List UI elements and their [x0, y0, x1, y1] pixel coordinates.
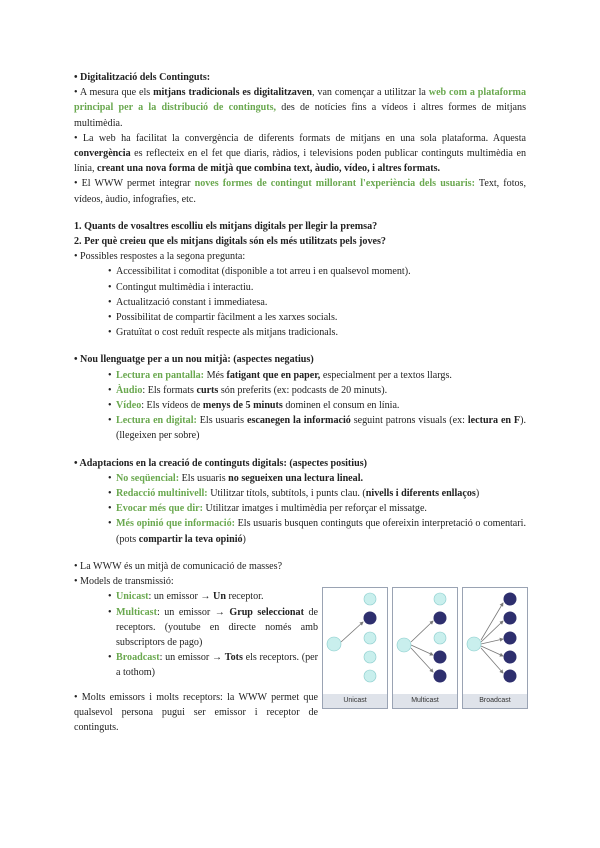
list-item: • Possibilitat de compartir fàcilment a les xarxes socials. [108, 312, 338, 324]
paragraph-www-integrar: • El WWW permet integrar noves formes de contingut millorant l'experiència dels usuaris: Text, fotos, vídeos, àudio, infografies, etc. [74, 178, 527, 205]
paragraph-molts-emissors: • Molts emissors i molts receptors: la WWW permet que qualsevol persona pugui ser emissor i receptor de continguts. [74, 691, 318, 733]
broadcast-caption: Broadcast [463, 694, 527, 708]
paragraph-convergencia: • La web ha facilitat la convergència de diferents formats de mitjans en una sola plataforma. Aquesta convergència es reflecteix en el fet que diaris, ràdios, i televisions poden publicar continguts multimèdia en línia, creant una nova forma de mitjà que combina text, àudio, vídeo, i altres formats. [74, 132, 526, 175]
receiver-node [504, 592, 517, 605]
list-item-multicast: • Multicast: un emissor → Grup seleccionat de receptors. (youtube en directe només amb subscriptors de pago) [108, 606, 318, 648]
mass-media-question: • La WWW és un mitjà de comunicació de masses? [74, 560, 283, 572]
sender-node [327, 637, 341, 651]
list-item: • Més opinió que informació: Els usuaris busquen continguts que ofereixin interpretació o comentari. (pots compartir la teva opinió) [108, 518, 526, 545]
list-item: • Gratuïtat o cost reduït respecte als mitjans tradicionals. [108, 327, 338, 339]
section-title-aspectes-negatius: • Nou llenguatge per a un nou mitjà: (aspectes negatius) [74, 354, 314, 366]
receiver-node [364, 670, 376, 682]
broadcast-diagram [462, 587, 528, 709]
receiver-node [504, 669, 517, 682]
list-item-unicast: • Unicast: un emissor → Un receptor. [108, 591, 264, 603]
list-item: • No seqüencial: Els usuaris no segueixen una lectura lineal. [108, 472, 364, 484]
sender-node [397, 638, 411, 652]
list-item: • Lectura en pantalla: Més fatigant que en paper, especialment per a textos llargs. [108, 369, 452, 381]
receiver-node [434, 611, 447, 624]
list-item: • Accessibilitat i comoditat (disponible a tot arreu i en qualsevol moment). [108, 266, 411, 278]
receiver-node [434, 632, 446, 644]
section-title-aspectes-positius: • Adaptacions en la creació de continguts digitals: (aspectes positius) [74, 457, 367, 469]
unicast-caption: Unicast [323, 694, 387, 708]
multicast-caption: Multicast [393, 694, 457, 708]
list-item: • Redacció multinivell: Utilitzar títols, subtítols, i punts clau. (nivells i diferents enllaços) [108, 488, 480, 500]
receiver-node [364, 632, 376, 644]
receiver-node [504, 650, 517, 663]
negatius-list [74, 368, 526, 444]
list-item: • Àudio: Els formats curts són preferits (ex: podcasts de 20 minuts). [108, 384, 388, 396]
receiver-node [434, 650, 447, 663]
receiver-node [504, 611, 517, 624]
multicast-diagram [392, 587, 458, 709]
receiver-node [434, 669, 447, 682]
receiver-node [364, 611, 377, 624]
answers-list [74, 264, 526, 340]
paragraph-mitjans-tradicionals: • A mesura que els mitjans tradicionals es digitalitzaven, van començar a utilitzar la web com a plataforma principal per a la distribució de continguts, des de notícies fins a vídeos i altres formes de mitjans multimèdia. [74, 87, 527, 129]
list-item: • Lectura en digital: Els usuaris escanegen la informació seguint patrons visuals (ex: lectura en F). (llegeixen per sobre) [108, 415, 526, 442]
receiver-node [434, 593, 446, 605]
transmission-section [74, 559, 526, 735]
list-item: • Vídeo: Els vídeos de menys de 5 minuts dominen el consum en línia. [108, 400, 400, 412]
unicast-diagram [322, 587, 388, 709]
section-title-digitalitzacio: • Digitalització dels Continguts: [74, 72, 211, 83]
list-item: • Evocar més que dir: Utilitzar imatges i multimèdia per reforçar el missatge. [108, 503, 427, 515]
list-item: • Actualització constant i immediatesa. [108, 296, 268, 308]
receiver-node [364, 651, 376, 663]
document-page [74, 70, 526, 735]
answers-intro: • Possibles respostes a la segona pregunta: [74, 251, 246, 263]
models-intro: • Models de transmissió: [74, 576, 174, 588]
list-item-broadcast: • Broadcast: un emissor → Tots els receptors. (per a tothom) [108, 652, 318, 679]
question-2: 2. Per què creieu que els mitjans digitals són els més utilitzats pels joves? [74, 236, 386, 248]
sender-node [467, 637, 481, 651]
question-1: 1. Quants de vosaltres escolliu els mitjans digitals per llegir la premsa? [74, 220, 378, 232]
list-item: • Contingut multimèdia i interactiu. [108, 281, 254, 293]
transmission-diagrams [322, 587, 526, 709]
receiver-node [504, 631, 517, 644]
receiver-node [364, 593, 376, 605]
positius-list [74, 471, 526, 547]
models-list [74, 589, 318, 680]
